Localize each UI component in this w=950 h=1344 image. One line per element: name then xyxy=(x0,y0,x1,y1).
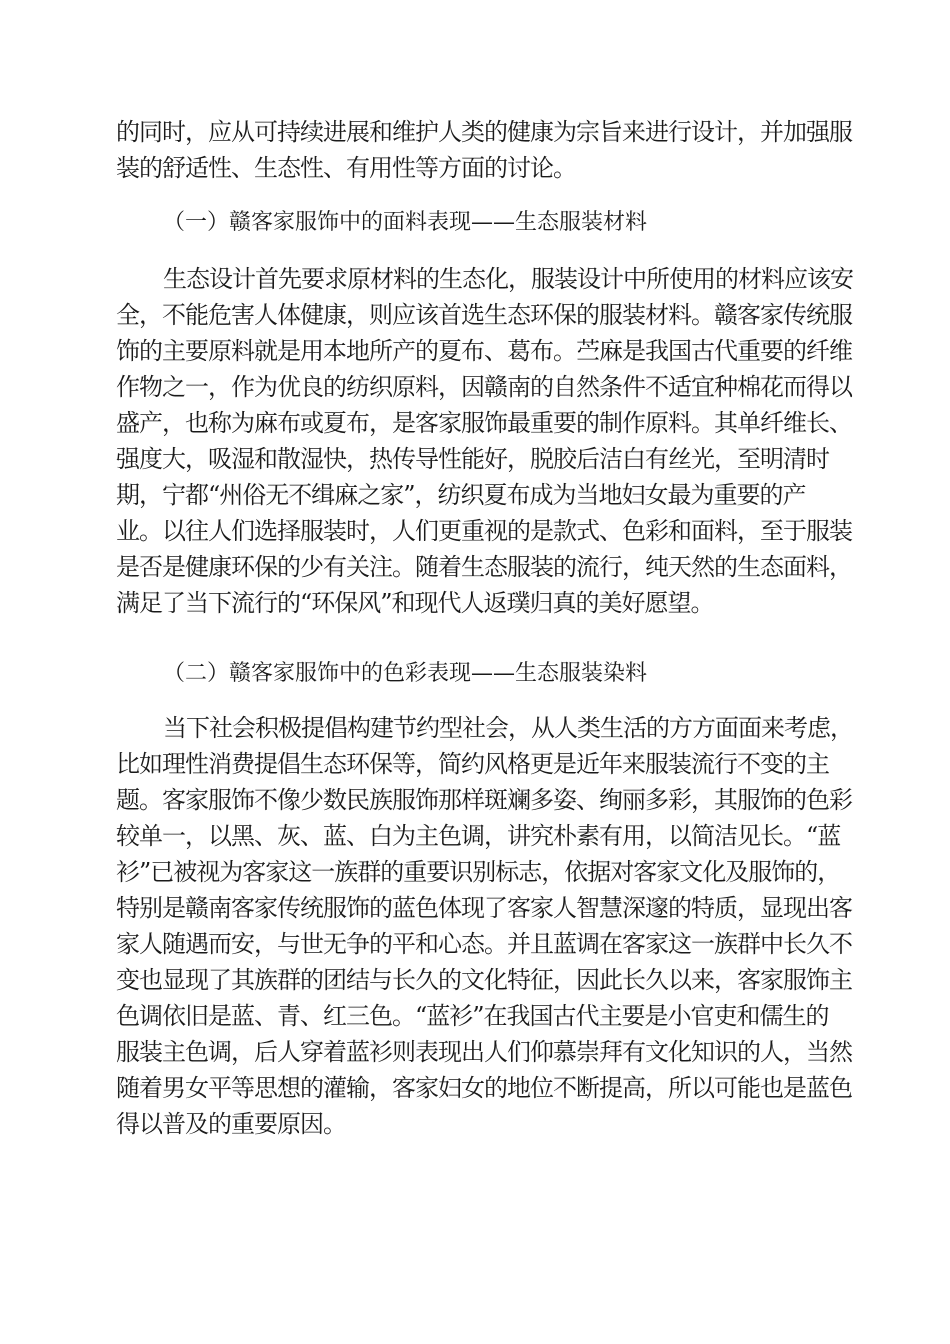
text-line-10: 期，宁都“州俗无不缉麻之家”，纺织夏布成为当地妇女最为重要的产 xyxy=(116,481,806,509)
text-line-20: 特别是赣南客家传统服饰的蓝色体现了客家人智慧深邃的特质，显现出客 xyxy=(116,894,852,922)
text-line-26: 得以普及的重要原因。 xyxy=(116,1110,346,1138)
text-line-2: 装的舒适性、生态性、有用性等方面的讨论。 xyxy=(116,154,576,182)
text-line-6: 饰的主要原料就是用本地所产的夏布、葛布。苎麻是我国古代重要的纤维 xyxy=(116,337,852,365)
text-line-4: 生态设计首先要求原材料的生态化，服装设计中所使用的材料应该安 xyxy=(163,265,853,293)
text-line-21: 家人随遇而安，与世无争的平和心态。并且蓝调在客家这一族群中长久不 xyxy=(116,930,852,958)
text-line-8: 盛产，也称为麻布或夏布，是客家服饰最重要的制作原料。其单纤维长、 xyxy=(116,409,852,437)
text-line-16: 比如理性消费提倡生态环保等，简约风格更是近年来服装流行不变的主 xyxy=(116,750,829,778)
text-line-17: 题。客家服饰不像少数民族服饰那样斑斓多姿、绚丽多彩，其服饰的色彩 xyxy=(116,786,852,814)
text-line-5: 全，不能危害人体健康，则应该首选生态环保的服装材料。赣客家传统服 xyxy=(116,301,852,329)
text-line-22: 变也显现了其族群的团结与长久的文化特征，因此长久以来，客家服饰主 xyxy=(116,966,852,994)
text-line-11: 业。以往人们选择服装时，人们更重视的是款式、色彩和面料，至于服装 xyxy=(116,517,852,545)
text-line-25: 随着男女平等思想的灌输，客家妇女的地位不断提高，所以可能也是蓝色 xyxy=(116,1074,852,1102)
text-line-1: 的同时，应从可持续进展和维护人类的健康为宗旨来进行设计，并加强服 xyxy=(116,118,852,146)
text-line-24: 服装主色调，后人穿着蓝衫则表现出人们仰慕崇拜有文化知识的人，当然 xyxy=(116,1038,852,1066)
text-line-15: 当下社会积极提倡构建节约型社会，从人类生活的方方面面来考虑， xyxy=(163,714,853,742)
section-heading-2: （二）赣客家服饰中的色彩表现——生态服装染料 xyxy=(163,661,648,686)
text-line-19: 衫”已被视为客家这一族群的重要识别标志，依据对客家文化及服饰的， xyxy=(116,858,841,886)
text-line-18: 较单一，以黑、灰、蓝、白为主色调，讲究朴素有用，以简洁见长。“蓝 xyxy=(116,822,841,850)
text-line-23: 色调依旧是蓝、青、红三色。“蓝衫”在我国古代主要是小官吏和儒生的 xyxy=(116,1002,829,1030)
text-line-7: 作物之一，作为优良的纺织原料，因赣南的自然条件不适宜种棉花而得以 xyxy=(116,373,852,401)
text-line-12: 是否是健康环保的少有关注。随着生态服装的流行，纯天然的生态面料， xyxy=(116,553,852,581)
section-heading-1: （一）赣客家服饰中的面料表现——生态服装材料 xyxy=(163,210,648,235)
text-line-13: 满足了当下流行的“环保风”和现代人返璞归真的美好愿望。 xyxy=(116,589,714,617)
text-line-9: 强度大，吸湿和散湿快，热传导性能好，脱胶后洁白有丝光，至明清时 xyxy=(116,445,829,473)
